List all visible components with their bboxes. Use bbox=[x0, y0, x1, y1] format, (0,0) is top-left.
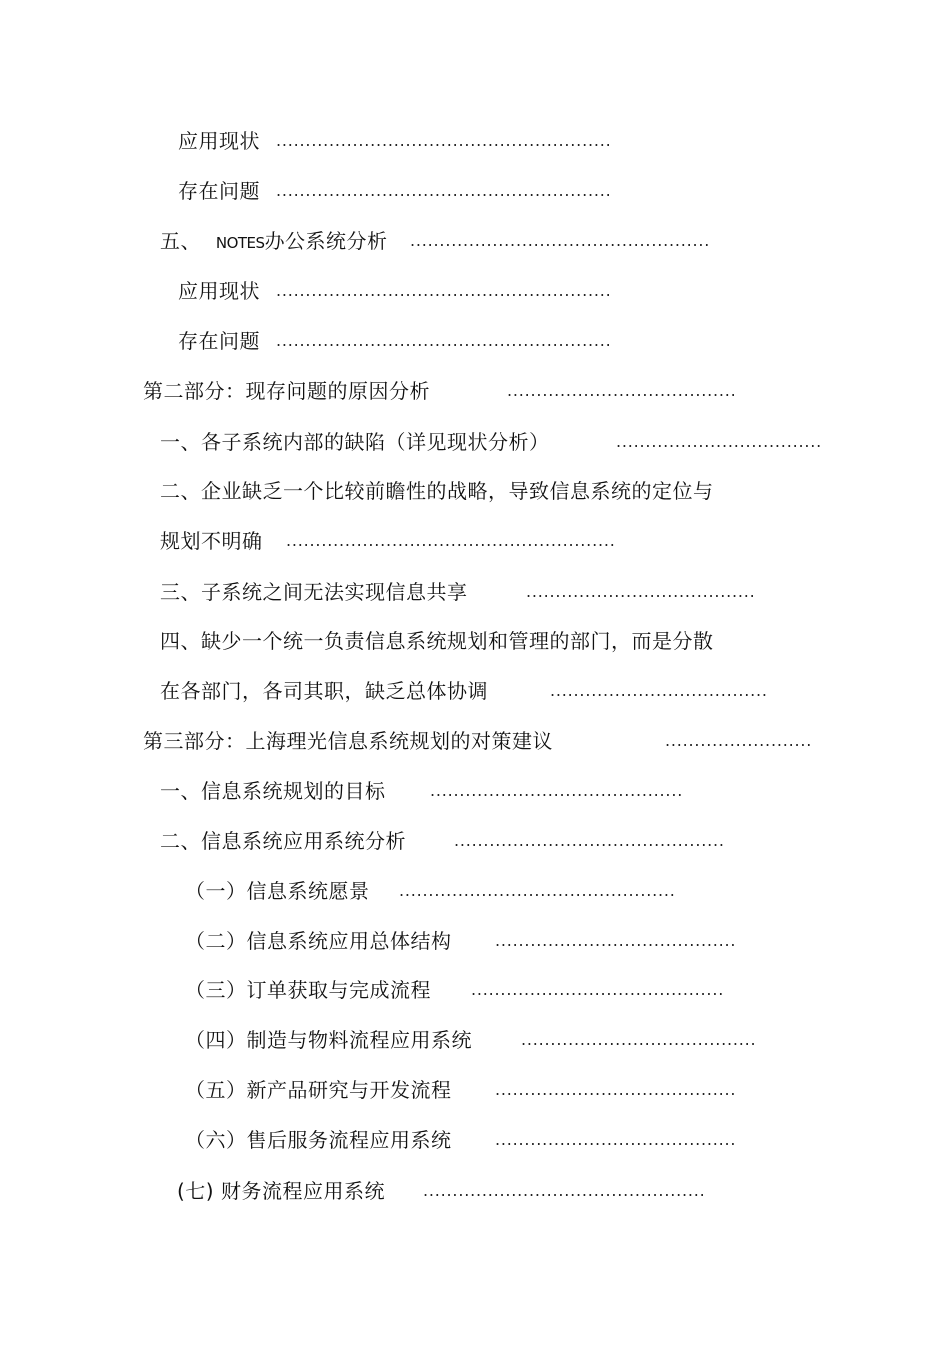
toc-entry-title: 规划不明确 bbox=[160, 529, 263, 553]
toc-entry bbox=[160, 526, 630, 556]
toc-entry bbox=[185, 926, 740, 956]
toc-entry-title: 在各部门，各司其职，缺乏总体协调 bbox=[160, 679, 488, 703]
toc-entry-title: 二、信息系统应用系统分析 bbox=[160, 829, 406, 853]
toc-entry-title: 存在问题 bbox=[178, 329, 260, 353]
toc-leader: ........................................... bbox=[430, 781, 684, 800]
toc-entry-title: 四、缺少一个统一负责信息系统规划和管理的部门，而是分散 bbox=[160, 629, 714, 653]
toc-entry bbox=[185, 1075, 740, 1105]
toc-entry bbox=[160, 626, 760, 656]
toc-entry bbox=[160, 776, 695, 806]
toc-leader: ......................................................... bbox=[276, 281, 612, 300]
toc-entry-prefix: 五、 bbox=[160, 229, 201, 253]
toc-entry bbox=[160, 226, 711, 256]
toc-entry bbox=[177, 1176, 707, 1206]
toc-entry-title: 应用现状 bbox=[178, 129, 260, 153]
toc-entry-title: （五）新产品研究与开发流程 bbox=[185, 1078, 452, 1102]
toc-leader: ........................................................ bbox=[286, 531, 616, 550]
toc-leader: ......................................... bbox=[495, 1130, 737, 1149]
toc-entry bbox=[178, 126, 638, 156]
toc-entry-caps: NOTES bbox=[215, 234, 265, 252]
toc-entry-title: （三）订单获取与完成流程 bbox=[185, 978, 431, 1002]
toc-entry bbox=[178, 276, 638, 306]
toc-entry bbox=[185, 1025, 757, 1055]
toc-leader: ......................... bbox=[665, 731, 813, 750]
toc-entry-title: （一）信息系统愿景 bbox=[185, 879, 370, 903]
toc-entry-title: 第三部分：上海理光信息系统规划的对策建议 bbox=[143, 729, 553, 753]
toc-entry bbox=[160, 577, 756, 607]
toc-entry-title: （二）信息系统应用总体结构 bbox=[185, 929, 452, 953]
toc-entry-title: 二、企业缺乏一个比较前瞻性的战略，导致信息系统的定位与 bbox=[160, 479, 714, 503]
toc-leader: ......................................................... bbox=[276, 131, 612, 150]
toc-entry bbox=[185, 975, 730, 1005]
toc-entry bbox=[160, 826, 725, 856]
toc-leader: ....................................... bbox=[507, 381, 737, 400]
toc-section-heading bbox=[143, 376, 737, 406]
toc-leader: ........................................ bbox=[521, 1030, 757, 1049]
toc-leader: ........................................... bbox=[471, 980, 725, 999]
toc-entry bbox=[178, 176, 638, 206]
toc-leader: ............................................... bbox=[399, 881, 676, 900]
toc-entry-title: 应用现状 bbox=[178, 279, 260, 303]
toc-entry bbox=[160, 676, 768, 706]
toc-leader: ................................................ bbox=[423, 1181, 706, 1200]
toc-entry-title: 第二部分：现存问题的原因分析 bbox=[143, 379, 430, 403]
toc-entry bbox=[185, 876, 695, 906]
toc-entry bbox=[160, 476, 760, 506]
toc-entry-title: 一、各子系统内部的缺陷（详见现状分析） bbox=[160, 430, 550, 454]
toc-leader: ......................................................... bbox=[276, 331, 612, 350]
toc-leader: ......................................... bbox=[495, 1080, 737, 1099]
toc-leader: ................................................... bbox=[410, 231, 711, 250]
toc-leader: ................................... bbox=[616, 432, 823, 451]
toc-leader: ..................................... bbox=[550, 681, 768, 700]
toc-entry bbox=[160, 427, 823, 457]
toc-leader: ......................................... bbox=[495, 931, 737, 950]
toc-leader: ....................................... bbox=[526, 582, 756, 601]
toc-entry-title: 办公系统分析 bbox=[264, 229, 388, 253]
toc-entry-title: 一、信息系统规划的目标 bbox=[160, 779, 386, 803]
toc-entry-title: 存在问题 bbox=[178, 179, 260, 203]
toc-entry-title: (七) 财务流程应用系统 bbox=[177, 1179, 385, 1203]
toc-entry-title: 三、子系统之间无法实现信息共享 bbox=[160, 580, 468, 604]
toc-entry bbox=[178, 326, 638, 356]
toc-entry bbox=[185, 1125, 740, 1155]
toc-leader: ......................................................... bbox=[276, 181, 612, 200]
toc-entry-title: （四）制造与物料流程应用系统 bbox=[185, 1028, 472, 1052]
toc-section-heading bbox=[143, 726, 813, 756]
toc-entry-title: （六）售后服务流程应用系统 bbox=[185, 1128, 452, 1152]
toc-leader: .............................................. bbox=[454, 831, 725, 850]
